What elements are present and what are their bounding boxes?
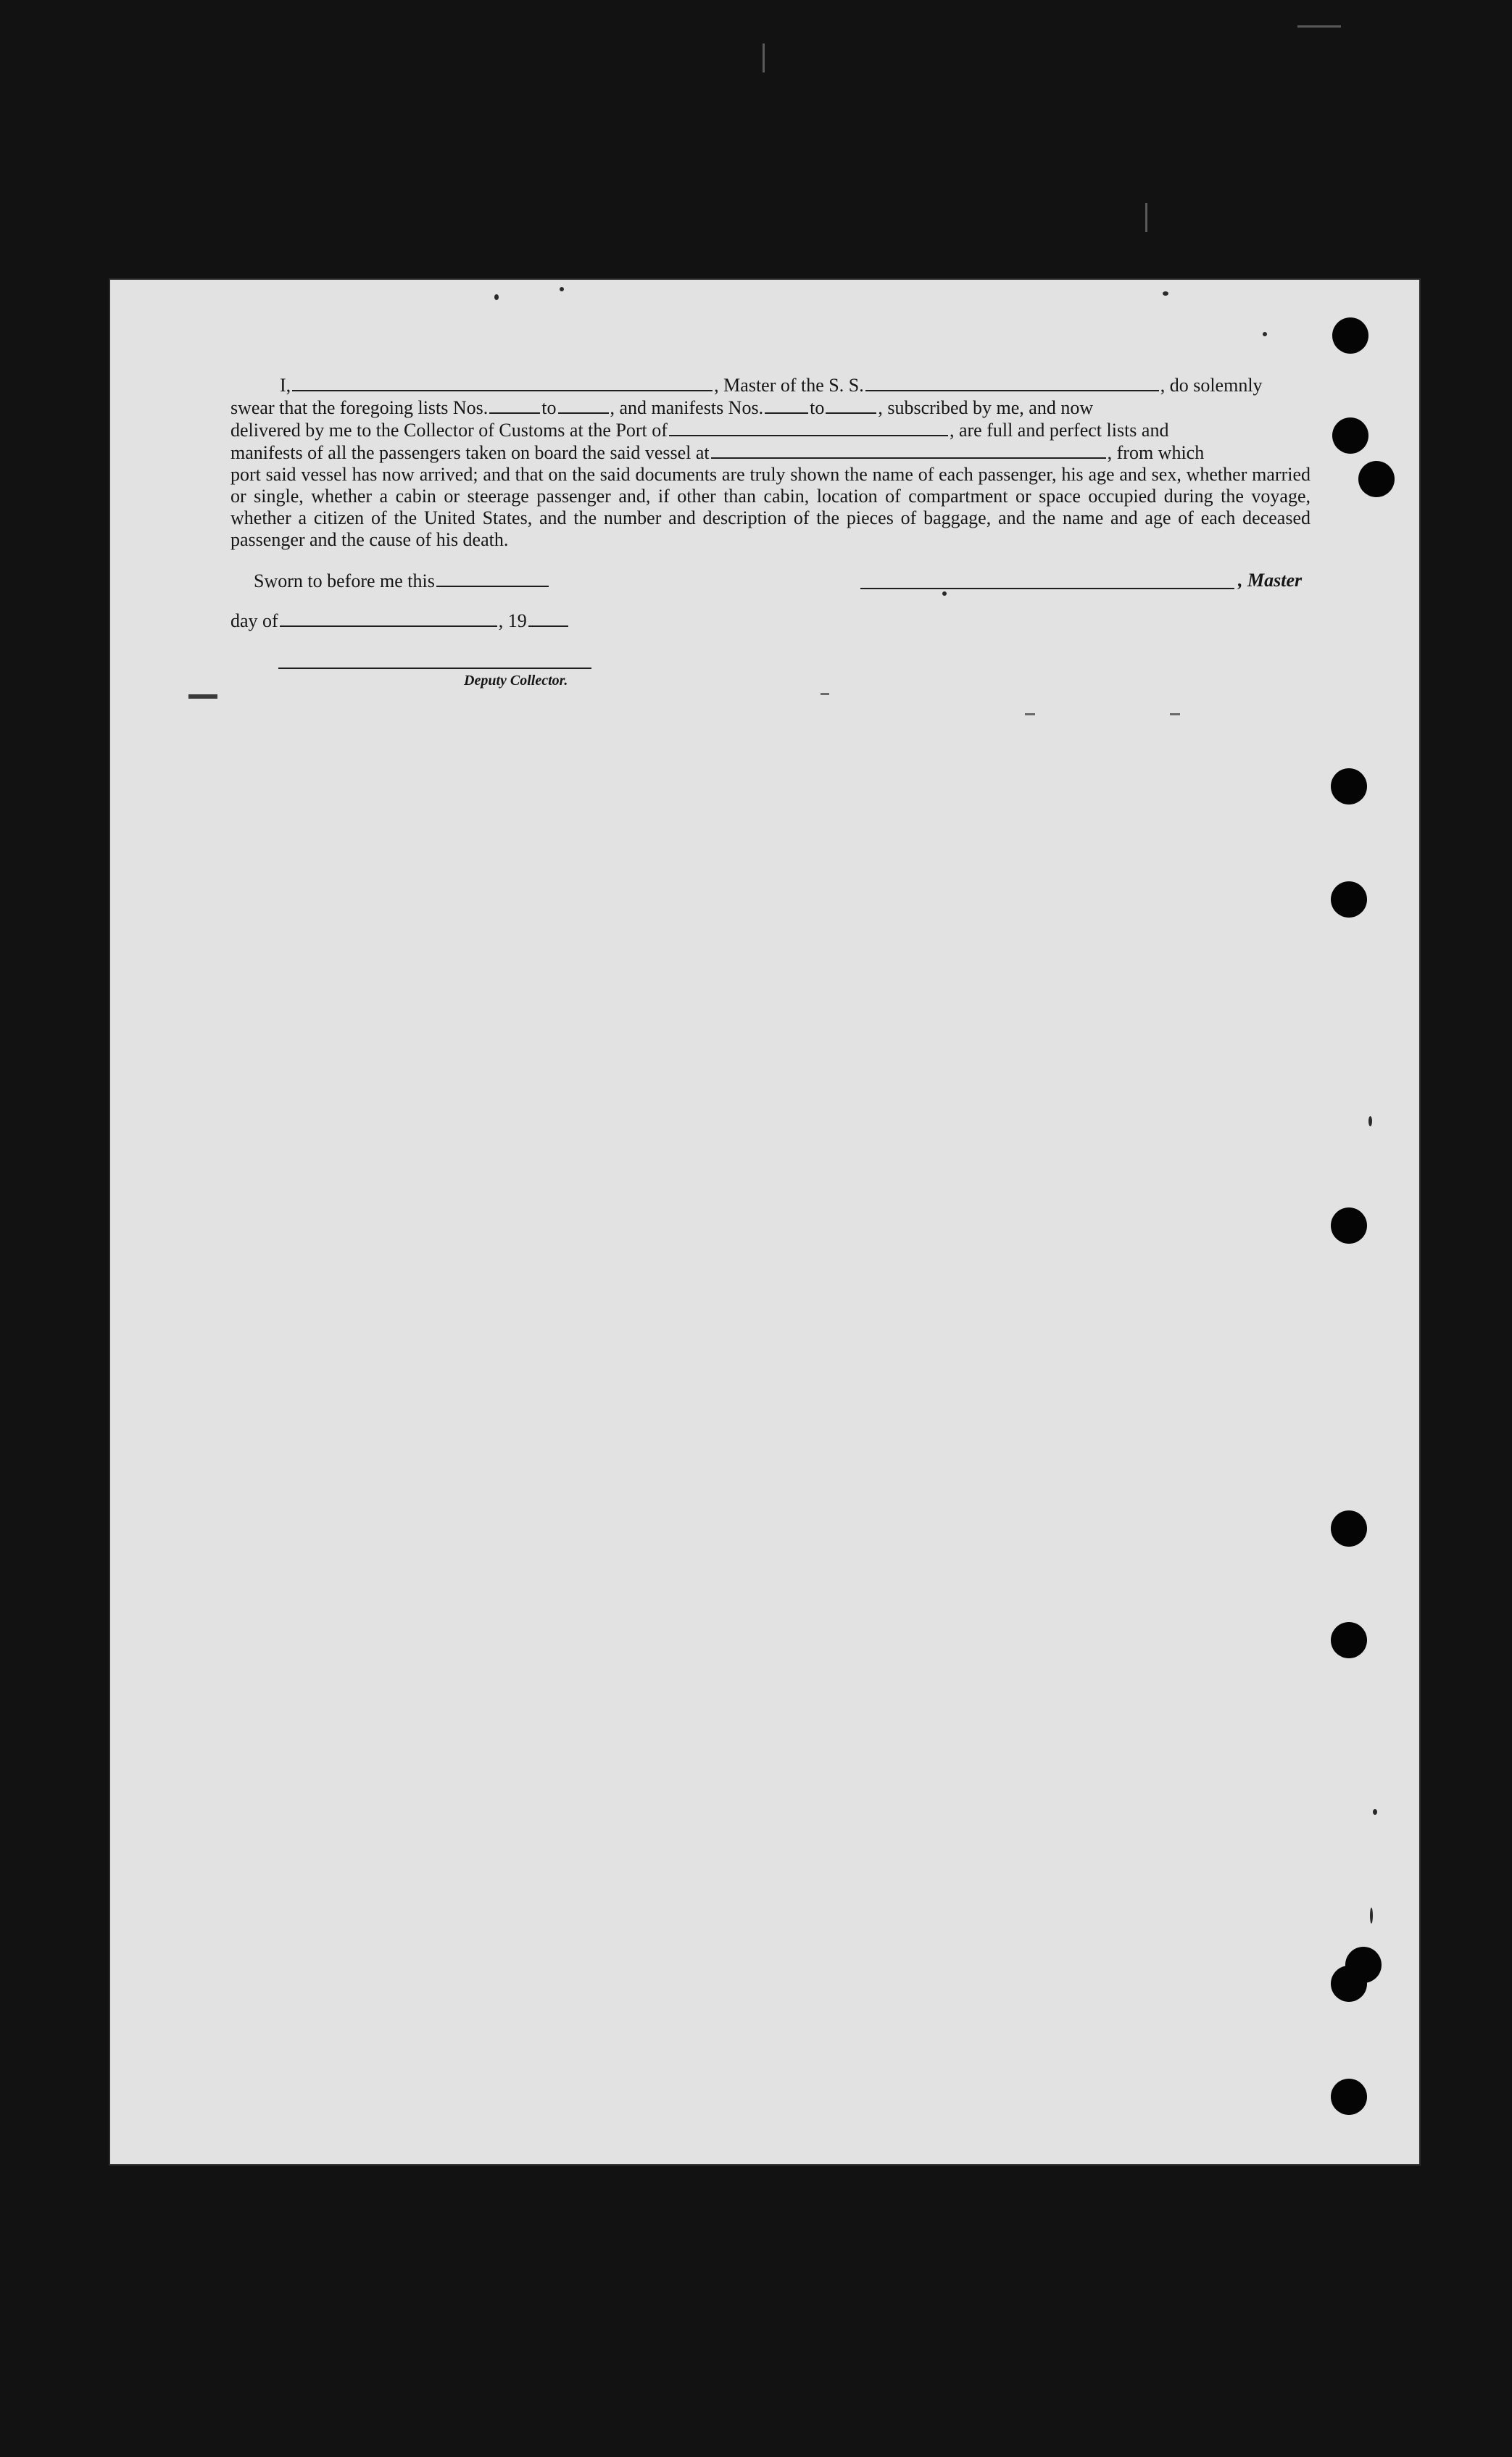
manifest-page [110,280,1419,2164]
oath-i: I, [280,375,291,396]
speck [1263,332,1267,336]
oath-line-4 [230,441,1310,464]
border-mark [763,43,765,72]
speck [494,294,499,300]
master-signature-line[interactable] [860,588,1234,589]
lists-from-blank[interactable] [489,396,540,414]
punch-hole [1331,2079,1367,2115]
punch-hole [1331,881,1367,918]
oath-line-3 [230,419,1310,441]
speck [1368,1116,1372,1126]
speck [1373,1809,1377,1815]
punch-hole [1358,461,1395,497]
pencil-mark [1170,713,1180,715]
day-of-row [230,610,570,632]
sworn-day-blank[interactable] [436,570,549,587]
oath-to-1: to [541,397,557,418]
month-blank[interactable] [280,610,497,627]
oath-subscribed: , subscribed by me, and now [878,397,1094,418]
oath-line-1 [230,374,1310,396]
speck [560,287,564,291]
oath-body: port said vessel has now arrived; and that on the said documents are truly shown the name of each passenger, his age and sex, whether married or single, whether a cabin or steerage passenger and, if other than cabin, location of compartment or space occupied during the voyage, whether a citizen of the United States, and the number and description of the pieces of baggage, and the name and age of each deceased passenger and the cause of his death. [230,464,1310,550]
punch-hole [1331,1966,1367,2002]
lists-to-blank[interactable] [558,396,609,414]
sworn-row [254,570,550,592]
speck [942,591,947,596]
year-prefix: , 19 [498,610,527,631]
punch-hole [1331,1207,1367,1244]
master-name-blank[interactable] [292,374,713,391]
port-blank[interactable] [669,419,948,436]
oath-are-full: , are full and perfect lists and [949,420,1169,441]
oath-line-2 [230,396,1310,419]
speck [1163,291,1168,296]
embark-port-blank[interactable] [711,441,1106,459]
pencil-mark [1025,713,1035,715]
manifests-from-blank[interactable] [765,396,808,414]
oath-do-solemnly: , do solemnly [1160,375,1263,396]
oath-master-of: , Master of the S. S. [714,375,864,396]
year-blank[interactable] [528,610,568,627]
oath-paragraph [230,374,1310,551]
deputy-collector-label: Deputy Collector. [464,673,568,689]
border-mark [1145,203,1147,232]
pencil-mark [188,694,217,699]
oath-delivered: delivered by me to the Collector of Customs at the Port of [230,420,668,441]
vessel-name-blank[interactable] [865,374,1159,391]
manifests-to-blank[interactable] [826,396,876,414]
oath-swear: swear that the foregoing lists Nos. [230,397,489,418]
oath-from-which: , from which [1107,442,1205,463]
punch-hole [1331,1510,1367,1547]
border-mark [1297,25,1341,28]
oath-manifests-all: manifests of all the passengers taken on board the said vessel at [230,442,710,463]
master-label: , Master [1238,570,1303,591]
punch-hole [1331,1622,1367,1658]
deputy-signature-line[interactable] [278,668,591,669]
day-of-label: day of [230,610,278,631]
punch-hole [1332,317,1368,354]
oath-and-manifests: , and manifests Nos. [610,397,764,418]
punch-hole [1332,417,1368,454]
oath-to-2: to [810,397,825,418]
sworn-label: Sworn to before me this [254,570,435,591]
pencil-mark [821,693,829,695]
punch-hole [1331,768,1367,805]
speck [1370,1908,1373,1924]
